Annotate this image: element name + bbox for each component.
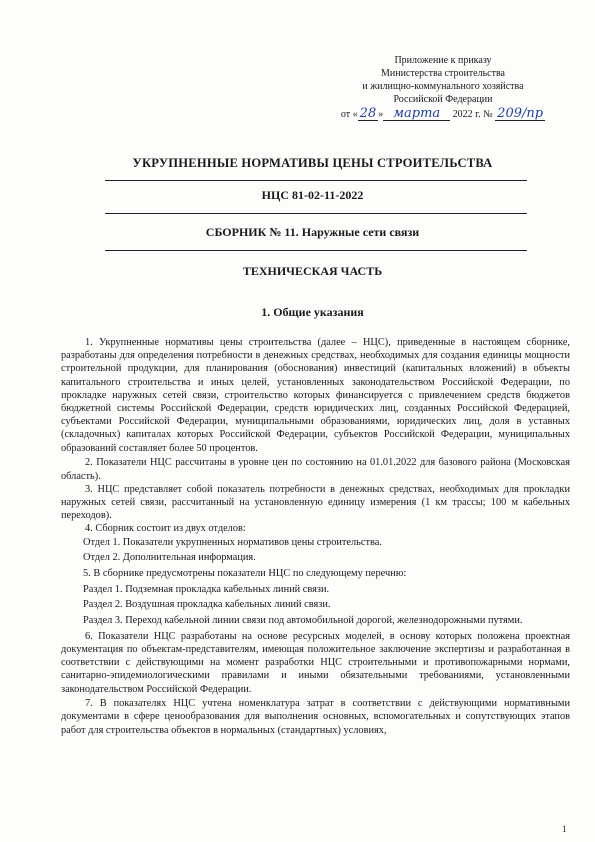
header-line: Министерства строительства: [380, 68, 505, 79]
collection-title: СБОРНИК № 11. Наружные сети связи: [205, 225, 420, 239]
divider-line: [105, 213, 527, 214]
date-year: 2022 г. №: [452, 109, 493, 120]
header-line: Российской Федерации: [393, 94, 493, 105]
document-main-title: УКРУПНЕННЫЕ НОРМАТИВЫ ЦЕНЫ СТРОИТЕЛЬСТВА: [132, 156, 493, 170]
date-prefix: от «: [340, 109, 358, 120]
page-number: 1: [562, 824, 567, 834]
handwritten-order-number: 209/пр: [497, 106, 544, 121]
order-date-line: [318, 107, 568, 121]
list-item: Отдел 1. Показатели укрупненных нормативов цены строительства.: [83, 536, 382, 548]
general-provisions-text: [61, 336, 570, 737]
document-code: НЦС 81-02-11-2022: [261, 188, 364, 202]
handwritten-month: марта: [383, 107, 450, 121]
list-item: Отдел 2. Дополнительная информация.: [83, 552, 256, 564]
divider-line: [105, 180, 527, 181]
paragraph: 1. Укрупненные нормативы цены строительства (далее – НЦС), приведенные в настоящем сборнике, разработаны для определения потребности в денежных средствах, необходимых для создания единицы мощности строительной продукции, для планирования (обоснования) инвестиций (капитальных вложений) в объекты капитального строительства и иных целей, установленных законодательством Российской Федерации, по прокладке наружных сетей связи, строительство которых финансируется с привлечением средств бюджетов бюджетной системы Российской Федерации, средств юридических лиц, созданных Российской Федерацией, субъектами Российской Федерации, муниципальными образованиями, юридических лиц, доля в уставных (складочных) капиталах которых Российской Федерации, субъектов Российской Федерации, муниципальных образований составляет более 50 процентов.: [61, 337, 570, 454]
paragraph: 6. Показатели НЦС разработаны на основе ресурсных моделей, в основу которых положена проектная документация по объектам-представителям, имеющая положительное заключение экспертизы и разработанная в соответствии с действующими на момент разработки НЦС строительными и противопожарными нормами, санитарно-эпидемиологическими правилами и иными обязательными требованиями, установленными законодательством Российской Федерации.: [61, 630, 570, 695]
paragraph: 2. Показатели НЦС рассчитаны в уровне цен по состоянию на 01.01.2022 для базового района (Московская область).: [61, 457, 570, 482]
date-mid: »: [378, 109, 384, 120]
section-title: ТЕХНИЧЕСКАЯ ЧАСТЬ: [242, 264, 383, 278]
order-reference-block: [318, 54, 568, 121]
paragraph: 3. НЦС представляет собой показатель потребности в денежных средствах, необходимых для прокладки наружных сетей связи, рассчитанный на установленную единицу измерения (1 км трассы; 100 м кабельных переходов).: [61, 483, 570, 522]
divider-line: [105, 250, 527, 251]
list-item: Раздел 3. Переход кабельной линии связи под автомобильной дорогой, железнодорожными путями.: [83, 615, 523, 627]
handwritten-day: 28: [359, 106, 377, 121]
header-line: и жилищно-коммунального хозяйства: [362, 81, 524, 92]
paragraph: 5. В сборнике предусмотрены показатели НЦС по следующему перечню:: [83, 567, 407, 579]
header-line: Приложение к приказу: [394, 55, 492, 66]
list-item: Раздел 2. Воздушная прокладка кабельных линий связи.: [83, 599, 331, 611]
list-item: Раздел 1. Подземная прокладка кабельных линий связи.: [83, 583, 330, 595]
paragraph: 4. Сборник состоит из двух отделов:: [85, 523, 246, 535]
paragraph: 7. В показателях НЦС учтена номенклатура затрат в соответствии с действующими нормативными документами в сфере ценообразования для выполнения основных, вспомогательных и сопутствующих этапов работ для строительства объектов в нормальных (стандартных) условиях,: [61, 698, 570, 736]
subsection-title: 1. Общие указания: [261, 305, 364, 319]
